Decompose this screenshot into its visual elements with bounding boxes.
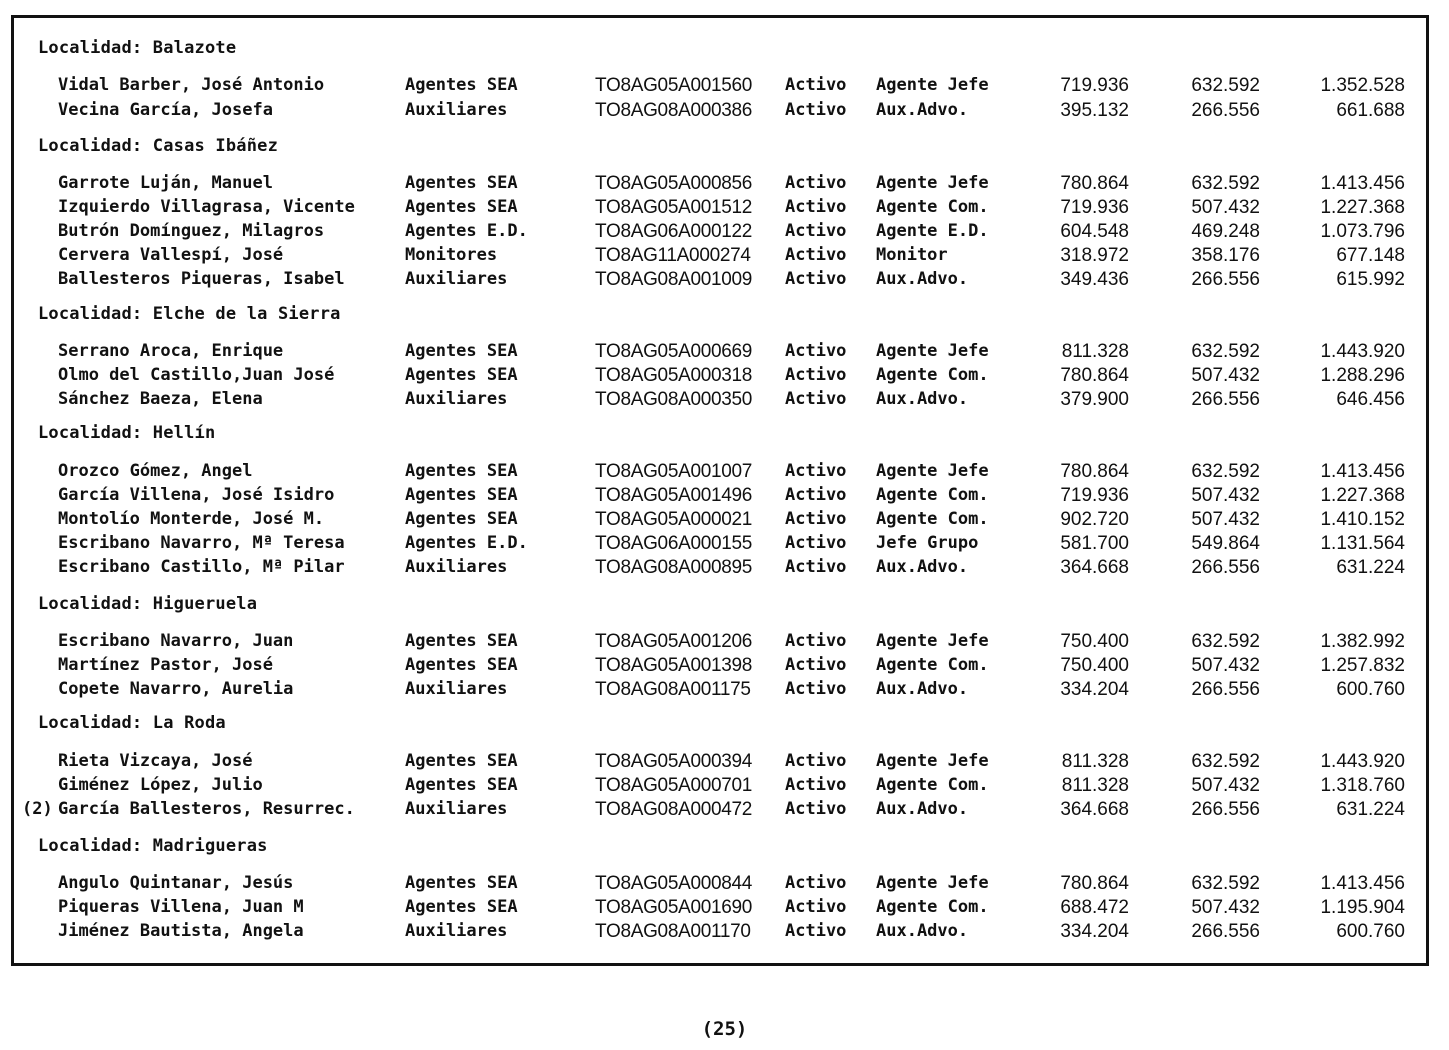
employee-status: Activo: [785, 221, 847, 241]
position-code: TO8AG05A001496: [595, 485, 753, 506]
amount-total: 1.443.920: [1320, 341, 1405, 362]
employee-status: Activo: [785, 751, 847, 771]
employee-post: Agente Com.: [876, 485, 989, 505]
amount-total: 1.410.152: [1320, 509, 1405, 530]
employee-post: Aux.Advo.: [876, 100, 969, 120]
position-code: TO8AG05A001398: [595, 655, 753, 676]
employee-category: Agentes SEA: [405, 775, 518, 795]
employee-name: Martínez Pastor, José: [58, 655, 273, 675]
employee-status: Activo: [785, 509, 847, 529]
employee-name: Escribano Castillo, Mª Pilar: [58, 557, 345, 577]
employee-name: Escribano Navarro, Juan: [58, 631, 294, 651]
amount-2: 266.556: [1191, 100, 1260, 121]
employee-name: Serrano Aroca, Enrique: [58, 341, 284, 361]
employee-post: Jefe Grupo: [876, 533, 979, 553]
employee-name: García Villena, José Isidro: [58, 485, 335, 505]
amount-2: 266.556: [1191, 557, 1260, 578]
employee-post: Aux.Advo.: [876, 557, 969, 577]
employee-status: Activo: [785, 775, 847, 795]
position-code: TO8AG05A000021: [595, 509, 753, 530]
amount-2: 358.176: [1191, 245, 1260, 266]
employee-category: Auxiliares: [405, 100, 508, 120]
amount-total: 1.131.564: [1320, 533, 1405, 554]
employee-name: Jiménez Bautista, Angela: [58, 921, 304, 941]
employee-category: Agentes SEA: [405, 75, 518, 95]
employee-category: Agentes SEA: [405, 631, 518, 651]
amount-1: 811.328: [1061, 341, 1129, 362]
employee-category: Agentes E.D.: [405, 533, 528, 553]
employee-post: Aux.Advo.: [876, 389, 969, 409]
amount-2: 507.432: [1191, 655, 1260, 676]
table-row: [14, 75, 1426, 99]
amount-2: 507.432: [1191, 897, 1260, 918]
employee-post: Agente Com.: [876, 365, 989, 385]
employee-name: Garrote Luján, Manuel: [58, 173, 273, 193]
amount-1: 364.668: [1060, 799, 1129, 820]
employee-post: Agente Jefe: [876, 341, 989, 361]
employee-name: Copete Navarro, Aurelia: [58, 679, 294, 699]
employee-status: Activo: [785, 75, 847, 95]
employee-status: Activo: [785, 655, 847, 675]
localidad-heading: Localidad: Balazote: [38, 38, 237, 58]
localidad-heading: Localidad: Elche de la Sierra: [38, 304, 341, 324]
amount-total: 615.992: [1336, 269, 1405, 290]
amount-2: 266.556: [1191, 921, 1260, 942]
employee-status: Activo: [785, 389, 847, 409]
amount-2: 507.432: [1191, 365, 1260, 386]
table-row: [14, 775, 1426, 799]
amount-total: 1.288.296: [1320, 365, 1405, 386]
employee-post: Agente Com.: [876, 897, 989, 917]
employee-category: Agentes SEA: [405, 365, 518, 385]
employee-name: García Ballesteros, Resurrec.: [58, 799, 355, 819]
table-row: [14, 655, 1426, 679]
position-code: TO8AG08A001009: [595, 269, 753, 290]
amount-1: 364.668: [1060, 557, 1129, 578]
position-code: TO8AG05A001206: [595, 631, 753, 652]
amount-1: 688.472: [1060, 897, 1129, 918]
amount-2: 632.592: [1191, 873, 1260, 894]
amount-total: 661.688: [1336, 100, 1405, 121]
employee-category: Auxiliares: [405, 921, 508, 941]
employee-name: Piqueras Villena, Juan M: [58, 897, 304, 917]
amount-1: 604.548: [1060, 221, 1129, 242]
amount-1: 379.900: [1060, 389, 1129, 410]
amount-2: 632.592: [1191, 751, 1260, 772]
amount-2: 507.432: [1191, 509, 1260, 530]
table-row: [14, 221, 1426, 245]
amount-total: 1.413.456: [1320, 173, 1405, 194]
amount-1: 581.700: [1060, 533, 1129, 554]
employee-post: Agente E.D.: [876, 221, 989, 241]
position-code: TO8AG06A000122: [595, 221, 753, 242]
employee-status: Activo: [785, 897, 847, 917]
employee-status: Activo: [785, 557, 847, 577]
employee-status: Activo: [785, 461, 847, 481]
amount-2: 469.248: [1191, 221, 1260, 242]
employee-post: Monitor: [876, 245, 948, 265]
position-code: TO8AG05A001560: [595, 75, 753, 96]
amount-total: 631.224: [1336, 799, 1405, 820]
amount-2: 632.592: [1191, 173, 1260, 194]
table-row: [14, 173, 1426, 197]
table-row: [14, 341, 1426, 365]
position-code: TO8AG08A001170: [595, 921, 751, 942]
amount-total: 646.456: [1336, 389, 1405, 410]
employee-post: Agente Jefe: [876, 173, 989, 193]
employee-status: Activo: [785, 100, 847, 120]
employee-status: Activo: [785, 679, 847, 699]
amount-total: 1.227.368: [1320, 197, 1405, 218]
employee-category: Agentes SEA: [405, 655, 518, 675]
table-row: [14, 269, 1426, 293]
employee-category: Agentes SEA: [405, 461, 518, 481]
amount-2: 266.556: [1191, 799, 1260, 820]
amount-1: 395.132: [1060, 100, 1129, 121]
position-code: TO8AG05A001690: [595, 897, 753, 918]
employee-category: Agentes E.D.: [405, 221, 528, 241]
amount-total: 1.443.920: [1320, 751, 1405, 772]
employee-status: Activo: [785, 799, 847, 819]
amount-2: 549.864: [1191, 533, 1260, 554]
table-row: [14, 365, 1426, 389]
employee-name: Vecina García, Josefa: [58, 100, 273, 120]
employee-status: Activo: [785, 269, 847, 289]
employee-post: Aux.Advo.: [876, 269, 969, 289]
table-row: [14, 100, 1426, 124]
amount-1: 334.204: [1060, 921, 1129, 942]
employee-category: Agentes SEA: [405, 197, 518, 217]
amount-total: 1.073.796: [1320, 221, 1405, 242]
employee-category: Agentes SEA: [405, 897, 518, 917]
amount-2: 507.432: [1191, 485, 1260, 506]
employee-category: Auxiliares: [405, 799, 508, 819]
localidad-heading: Localidad: Hellín: [38, 423, 216, 443]
amount-1: 719.936: [1060, 197, 1129, 218]
amount-total: 1.413.456: [1320, 873, 1405, 894]
employee-status: Activo: [785, 873, 847, 893]
position-code: TO8AG05A000856: [595, 173, 753, 194]
employee-post: Agente Jefe: [876, 751, 989, 771]
table-row: [14, 751, 1426, 775]
amount-total: 1.413.456: [1320, 461, 1405, 482]
position-code: TO8AG05A000669: [595, 341, 753, 362]
amount-total: 677.148: [1336, 245, 1405, 266]
amount-1: 811.328: [1061, 775, 1129, 796]
amount-1: 334.204: [1060, 679, 1129, 700]
employee-category: Auxiliares: [405, 269, 508, 289]
employee-category: Auxiliares: [405, 679, 508, 699]
position-code: TO8AG06A000155: [595, 533, 753, 554]
amount-total: 1.382.992: [1320, 631, 1405, 652]
amount-1: 811.328: [1061, 751, 1129, 772]
employee-name: Vidal Barber, José Antonio: [58, 75, 325, 95]
position-code: TO8AG08A000895: [595, 557, 753, 578]
table-row: [14, 679, 1426, 703]
employee-post: Aux.Advo.: [876, 799, 969, 819]
amount-1: 780.864: [1060, 365, 1129, 386]
table-row: [14, 245, 1426, 269]
page-number: (25): [701, 1018, 748, 1040]
table-row: [14, 533, 1426, 557]
employee-category: Auxiliares: [405, 389, 508, 409]
amount-1: 750.400: [1060, 631, 1129, 652]
employee-category: Monitores: [405, 245, 498, 265]
employee-name: Olmo del Castillo,Juan José: [58, 365, 335, 385]
employee-status: Activo: [785, 533, 847, 553]
amount-total: 1.352.528: [1320, 75, 1405, 96]
employee-name: Sánchez Baeza, Elena: [58, 389, 263, 409]
amount-1: 780.864: [1060, 873, 1129, 894]
table-row: [14, 631, 1426, 655]
table-row: [14, 873, 1426, 897]
employee-status: Activo: [785, 485, 847, 505]
employee-post: Agente Jefe: [876, 873, 989, 893]
amount-2: 266.556: [1191, 679, 1260, 700]
amount-2: 632.592: [1191, 631, 1260, 652]
employee-category: Agentes SEA: [405, 341, 518, 361]
position-code: TO8AG08A000386: [595, 100, 753, 121]
table-row: [14, 897, 1426, 921]
employee-post: Agente Com.: [876, 509, 989, 529]
amount-2: 632.592: [1191, 461, 1260, 482]
employee-category: Agentes SEA: [405, 509, 518, 529]
employee-name: Butrón Domínguez, Milagros: [58, 221, 325, 241]
amount-2: 507.432: [1191, 775, 1260, 796]
position-code: TO8AG08A000472: [595, 799, 753, 820]
amount-2: 266.556: [1191, 389, 1260, 410]
position-code: TO8AG05A001007: [595, 461, 753, 482]
employee-category: Agentes SEA: [405, 173, 518, 193]
position-code: TO8AG05A000394: [595, 751, 753, 772]
table-row: [14, 461, 1426, 485]
amount-total: 1.257.832: [1320, 655, 1405, 676]
employee-status: Activo: [785, 341, 847, 361]
localidad-heading: Localidad: Casas Ibáñez: [38, 136, 279, 156]
amount-2: 507.432: [1191, 197, 1260, 218]
staff-listing-table: [11, 15, 1429, 966]
employee-name: Giménez López, Julio: [58, 775, 263, 795]
row-note: (2): [22, 799, 53, 819]
employee-post: Agente Com.: [876, 197, 989, 217]
position-code: TO8AG05A000318: [595, 365, 753, 386]
employee-category: Agentes SEA: [405, 873, 518, 893]
employee-status: Activo: [785, 173, 847, 193]
amount-1: 318.972: [1060, 245, 1129, 266]
amount-1: 902.720: [1060, 509, 1129, 530]
localidad-heading: Localidad: Madrigueras: [38, 836, 268, 856]
employee-post: Aux.Advo.: [876, 679, 969, 699]
localidad-heading: Localidad: La Roda: [38, 713, 226, 733]
localidad-heading: Localidad: Higueruela: [38, 594, 258, 614]
employee-post: Aux.Advo.: [876, 921, 969, 941]
amount-1: 719.936: [1060, 485, 1129, 506]
employee-status: Activo: [785, 197, 847, 217]
employee-category: Auxiliares: [405, 557, 508, 577]
position-code: TO8AG05A000701: [595, 775, 753, 796]
table-row: [14, 509, 1426, 533]
employee-status: Activo: [785, 921, 847, 941]
employee-category: Agentes SEA: [405, 751, 518, 771]
amount-2: 266.556: [1191, 269, 1260, 290]
employee-name: Rieta Vizcaya, José: [58, 751, 253, 771]
employee-name: Ballesteros Piqueras, Isabel: [58, 269, 345, 289]
amount-1: 780.864: [1060, 461, 1129, 482]
position-code: TO8AG05A000844: [595, 873, 753, 894]
employee-status: Activo: [785, 365, 847, 385]
position-code: TO8AG08A001175: [595, 679, 751, 700]
employee-post: Agente Com.: [876, 775, 989, 795]
employee-name: Cervera Vallespí, José: [58, 245, 284, 265]
position-code: TO8AG08A000350: [595, 389, 753, 410]
amount-1: 719.936: [1060, 75, 1129, 96]
amount-2: 632.592: [1191, 341, 1260, 362]
amount-1: 349.436: [1060, 269, 1129, 290]
position-code: TO8AG05A001512: [595, 197, 753, 218]
employee-status: Activo: [785, 631, 847, 651]
employee-post: Agente Com.: [876, 655, 989, 675]
table-row: [14, 389, 1426, 413]
employee-name: Montolío Monterde, José M.: [58, 509, 325, 529]
amount-total: 1.195.904: [1320, 897, 1405, 918]
table-row: [14, 197, 1426, 221]
amount-total: 1.227.368: [1320, 485, 1405, 506]
employee-name: Izquierdo Villagrasa, Vicente: [58, 197, 355, 217]
amount-total: 631.224: [1336, 557, 1405, 578]
table-row: [14, 485, 1426, 509]
amount-total: 1.318.760: [1320, 775, 1405, 796]
amount-total: 600.760: [1336, 679, 1405, 700]
employee-status: Activo: [785, 245, 847, 265]
employee-post: Agente Jefe: [876, 631, 989, 651]
employee-post: Agente Jefe: [876, 461, 989, 481]
amount-1: 750.400: [1060, 655, 1129, 676]
employee-category: Agentes SEA: [405, 485, 518, 505]
amount-1: 780.864: [1060, 173, 1129, 194]
amount-2: 632.592: [1191, 75, 1260, 96]
employee-post: Agente Jefe: [876, 75, 989, 95]
amount-total: 600.760: [1336, 921, 1405, 942]
employee-name: Angulo Quintanar, Jesús: [58, 873, 294, 893]
table-row: [14, 799, 1426, 823]
employee-name: Orozco Gómez, Angel: [58, 461, 253, 481]
position-code: TO8AG11A000274: [595, 245, 751, 266]
table-row: [14, 921, 1426, 945]
table-row: [14, 557, 1426, 581]
employee-name: Escribano Navarro, Mª Teresa: [58, 533, 345, 553]
